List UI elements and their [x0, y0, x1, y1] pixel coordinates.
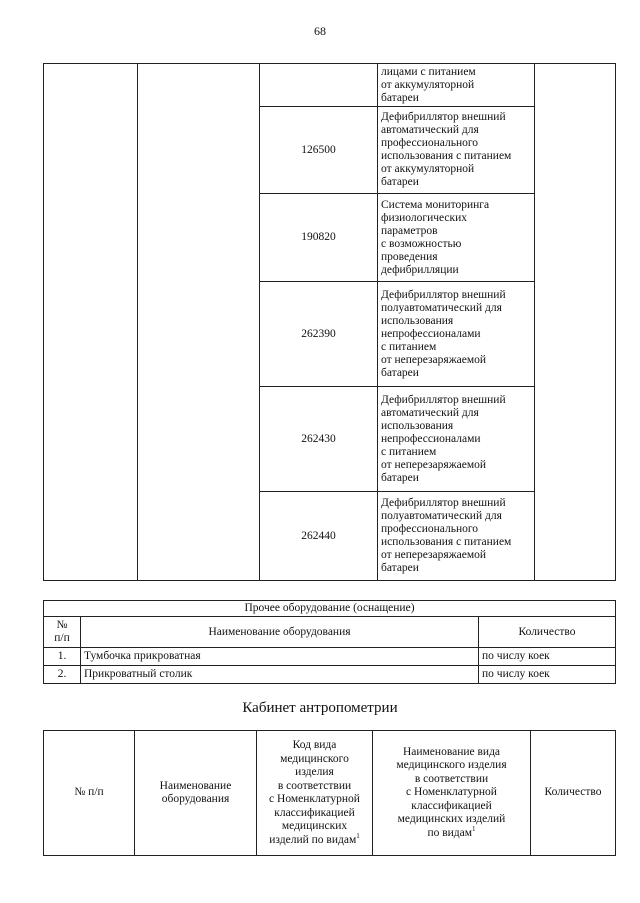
name-line: Дефибриллятор внешний — [381, 393, 506, 406]
name-line: непрофессионалами — [381, 432, 481, 445]
name-line: батареи — [381, 471, 419, 484]
name-line: профессионального — [381, 137, 479, 149]
name-line: проведения — [381, 250, 438, 263]
type-code-header — [257, 731, 373, 856]
name-line: дефибрилляции — [381, 263, 459, 276]
footnote-mark: 1 — [356, 831, 360, 840]
qty-header: Количество — [479, 617, 616, 648]
header-row — [44, 731, 616, 856]
name-line: батареи — [381, 366, 419, 379]
name-line: Дефибриллятор внешний — [381, 497, 506, 509]
header-row — [44, 617, 616, 648]
empty-qty-cell — [535, 64, 616, 581]
name-line: использования с питанием — [381, 536, 512, 548]
name-line: от аккумуляторной — [381, 78, 475, 91]
name-line: от аккумуляторной — [381, 163, 475, 175]
equipment-name-header — [135, 731, 257, 856]
row-name: Тумбочка прикроватная — [81, 648, 479, 666]
row-qty: по числу коек — [479, 648, 616, 666]
header-line: медицинских — [281, 820, 348, 832]
name-header: Наименование оборудования — [81, 617, 479, 648]
header-line: классификацией — [274, 806, 355, 819]
header-line: п/п — [54, 632, 70, 644]
other-equipment-table — [43, 600, 616, 684]
qty-header: Количество — [531, 731, 616, 856]
header-line: Код вида — [292, 739, 337, 751]
name-line: физиологических — [381, 211, 468, 224]
type-name-cell — [378, 282, 535, 387]
name-line: использования — [381, 419, 454, 432]
name-line: автоматический для — [381, 124, 479, 136]
header-line: с Номенклатурной — [269, 793, 360, 805]
header-line: оборудования — [161, 793, 230, 805]
header-text: изделий по видам — [269, 833, 357, 846]
category-title: Прочее оборудование (оснащение) — [44, 601, 616, 617]
type-code-cell: 262430 — [260, 387, 378, 492]
type-code-cell: 262440 — [260, 492, 378, 581]
name-line: с возможностью — [381, 237, 462, 250]
name-line: батареи — [381, 562, 419, 574]
table-row — [44, 666, 616, 684]
type-name-cell — [378, 194, 535, 282]
name-line: полуавтоматический для — [381, 301, 502, 314]
header-line: медицинского — [280, 752, 349, 765]
name-line: с питанием — [381, 445, 437, 458]
table-row — [44, 64, 616, 107]
header-line: с Номенклатурной — [406, 786, 497, 799]
type-name-header — [373, 731, 531, 856]
type-code-cell: 262390 — [260, 282, 378, 387]
header-line: № — [56, 619, 68, 631]
name-line: от неперезаряжаемой — [381, 549, 487, 561]
header-line: медицинского изделия — [396, 759, 507, 772]
name-line: использования с питанием — [381, 150, 512, 162]
row-num: 2. — [44, 666, 81, 684]
type-name-cell — [378, 64, 535, 107]
type-code-cell: 126500 — [260, 107, 378, 194]
name-line: Система мониторинга — [381, 198, 490, 211]
type-name-cell — [378, 387, 535, 492]
name-line: полуавтоматический для — [381, 510, 502, 522]
header-line: изделия — [295, 766, 334, 778]
name-line: Дефибриллятор внешний — [381, 288, 506, 301]
name-line: непрофессионалами — [381, 327, 481, 340]
footnote-mark: 1 — [472, 824, 476, 833]
name-line: батареи — [381, 91, 419, 104]
page-number: 68 — [314, 24, 326, 38]
empty-num-cell — [44, 64, 138, 581]
row-qty: по числу коек — [479, 666, 616, 684]
name-line: автоматический для — [381, 406, 479, 419]
num-header: № п/п — [44, 731, 135, 856]
table-row — [44, 648, 616, 666]
name-line: батареи — [381, 176, 419, 188]
header-line — [259, 831, 370, 848]
header-line: в соответствии — [277, 779, 352, 792]
name-line: лицами с питанием — [381, 65, 476, 78]
name-line: использования — [381, 314, 454, 327]
header-line — [375, 824, 528, 841]
type-code-cell — [260, 64, 378, 107]
name-line: параметров — [381, 224, 438, 237]
name-line: с питанием — [381, 340, 437, 353]
row-name: Прикроватный столик — [81, 666, 479, 684]
section-title: Кабинет антропометрии — [242, 700, 398, 716]
type-code-cell: 190820 — [260, 194, 378, 282]
category-row — [44, 601, 616, 617]
row-num: 1. — [44, 648, 81, 666]
anthropometry-table — [43, 730, 616, 856]
header-line: классификацией — [411, 799, 492, 812]
header-line: в соответствии — [414, 772, 489, 785]
header-text: по видам — [427, 826, 473, 839]
name-line: Дефибриллятор внешний — [381, 111, 506, 123]
name-line: от неперезаряжаемой — [381, 458, 487, 471]
empty-equipment-cell — [138, 64, 260, 581]
name-line: профессионального — [381, 523, 479, 535]
header-line: медицинских изделий — [397, 813, 506, 826]
header-line: Наименование — [159, 779, 232, 792]
devices-table — [43, 63, 616, 581]
header-line: Наименование вида — [402, 745, 501, 758]
type-name-cell — [378, 492, 535, 581]
num-header — [44, 617, 81, 648]
name-line: от неперезаряжаемой — [381, 353, 487, 366]
type-name-cell — [378, 107, 535, 194]
